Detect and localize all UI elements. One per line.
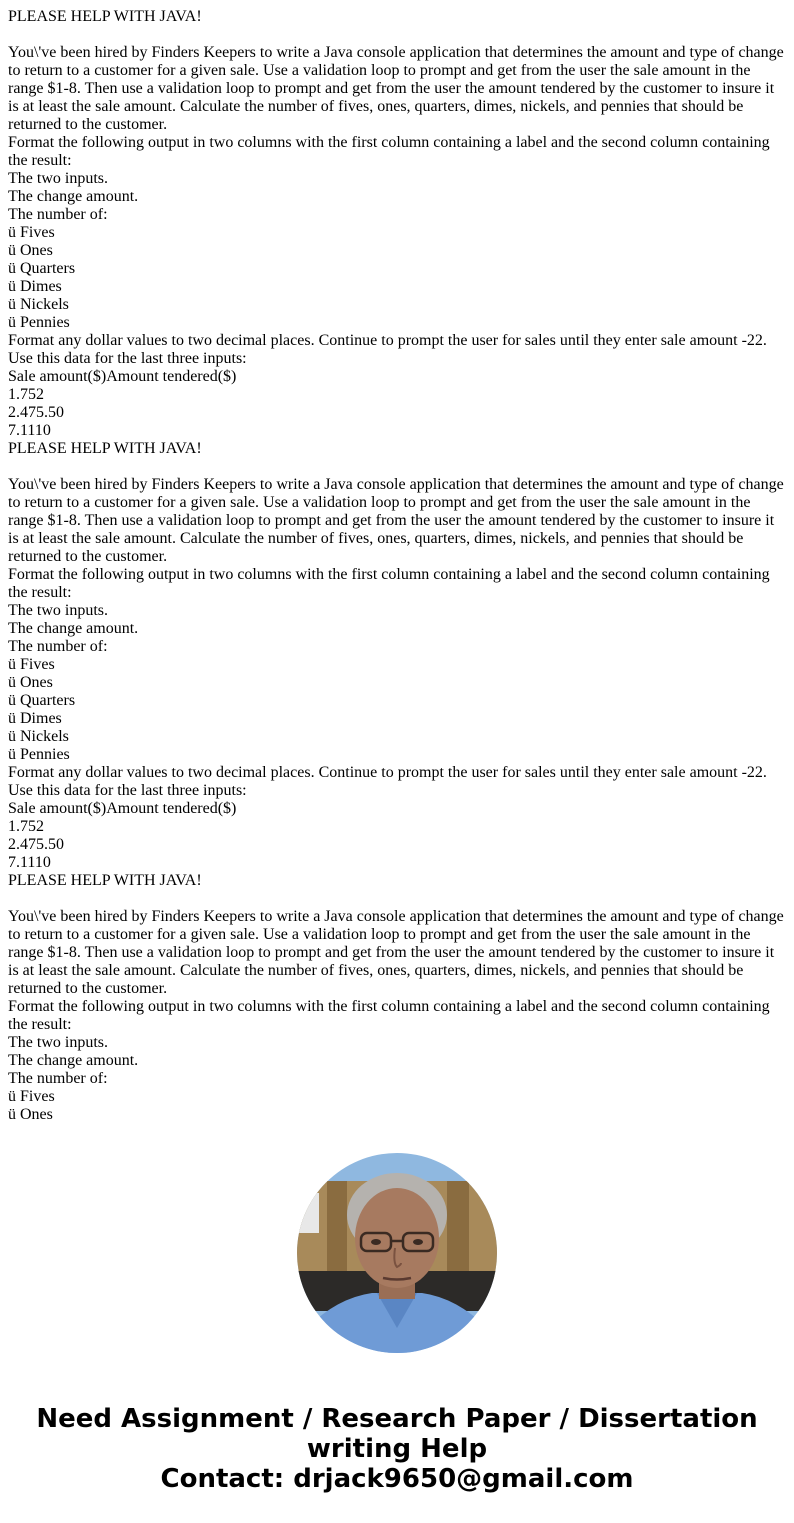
output-item: The number of:	[8, 638, 108, 655]
portrait-image	[297, 1153, 497, 1353]
avatar	[297, 1153, 497, 1353]
document-body	[8, 8, 788, 1124]
paragraph: You\'ve been hired by Finders Keepers to write a Java console application that determines the amount and type of change to return to a customer for a given sale. Use a validation loop to prompt and get from the user the sale amount in the range $1-8. Then use a validation loop to prompt and get from the user the amount tendered by the customer to insure it is at least the sale amount. Calculate the number of fives, ones, quarters, dimes, nickels, and pennies that should be returned to the customer.	[8, 44, 784, 133]
heading: PLEASE HELP WITH JAVA!	[8, 8, 202, 25]
heading: PLEASE HELP WITH JAVA!	[8, 872, 202, 889]
paragraph: You\'ve been hired by Finders Keepers to write a Java console application that determines the amount and type of change to return to a customer for a given sale. Use a validation loop to prompt and get from the user the sale amount in the range $1-8. Then use a validation loop to prompt and get from the user the amount tendered by the customer to insure it is at least the sale amount. Calculate the number of fives, ones, quarters, dimes, nickels, and pennies that should be returned to the customer.	[8, 476, 784, 565]
format-note: Format any dollar values to two decimal places. Continue to prompt the user for sales until they enter sale amount -22.	[8, 332, 767, 349]
format-note: Format any dollar values to two decimal places. Continue to prompt the user for sales until they enter sale amount -22.	[8, 764, 767, 781]
table-row: 1.752	[8, 386, 44, 403]
heading: PLEASE HELP WITH JAVA!	[8, 440, 202, 457]
bullet-item: ü Fives	[8, 1088, 55, 1105]
output-item: The change amount.	[8, 620, 139, 637]
bullet-item: ü Ones	[8, 674, 53, 691]
output-item: The two inputs.	[8, 602, 108, 619]
bullet-item: ü Quarters	[8, 692, 76, 709]
spacer	[8, 890, 788, 908]
output-item: The number of:	[8, 206, 108, 223]
bullet-item: ü Nickels	[8, 728, 69, 745]
output-item: The change amount.	[8, 188, 139, 205]
bullet-item: ü Pennies	[8, 314, 70, 331]
spacer	[8, 458, 788, 476]
spacer	[8, 26, 788, 44]
bullet-item: ü Dimes	[8, 278, 62, 295]
output-item: The number of:	[8, 1070, 108, 1087]
data-intro: Use this data for the last three inputs:	[8, 782, 247, 799]
data-intro: Use this data for the last three inputs:	[8, 350, 247, 367]
output-item: The change amount.	[8, 1052, 139, 1069]
bullet-item: ü Dimes	[8, 710, 62, 727]
bullet-item: ü Quarters	[8, 260, 76, 277]
table-row: 2.475.50	[8, 836, 64, 853]
table-row: 7.1110	[8, 422, 51, 439]
promo-banner	[0, 1404, 794, 1494]
format-intro: Format the following output in two columns with the first column containing a label and the second column containing the result:	[8, 134, 770, 169]
promo-contact: Contact: drjack9650@gmail.com	[160, 1464, 634, 1494]
bullet-item: ü Ones	[8, 242, 53, 259]
table-row: 7.1110	[8, 854, 51, 871]
promo-line-2: writing Help	[306, 1434, 488, 1464]
paragraph: You\'ve been hired by Finders Keepers to write a Java console application that determines the amount and type of change to return to a customer for a given sale. Use a validation loop to prompt and get from the user the sale amount in the range $1-8. Then use a validation loop to prompt and get from the user the amount tendered by the customer to insure it is at least the sale amount. Calculate the number of fives, ones, quarters, dimes, nickels, and pennies that should be returned to the customer.	[8, 908, 784, 997]
bullet-item: ü Pennies	[8, 746, 70, 763]
promo-line-1: Need Assignment / Research Paper / Dissertation	[36, 1404, 758, 1434]
bullet-item: ü Fives	[8, 224, 55, 241]
format-intro: Format the following output in two columns with the first column containing a label and the second column containing the result:	[8, 566, 770, 601]
table-row: 2.475.50	[8, 404, 64, 421]
table-header: Sale amount($)Amount tendered($)	[8, 368, 237, 385]
bullet-item: ü Fives	[8, 656, 55, 673]
table-header: Sale amount($)Amount tendered($)	[8, 800, 237, 817]
bullet-item: ü Ones	[8, 1106, 53, 1123]
format-intro: Format the following output in two columns with the first column containing a label and the second column containing the result:	[8, 998, 770, 1033]
output-item: The two inputs.	[8, 170, 108, 187]
table-row: 1.752	[8, 818, 44, 835]
bullet-item: ü Nickels	[8, 296, 69, 313]
output-item: The two inputs.	[8, 1034, 108, 1051]
